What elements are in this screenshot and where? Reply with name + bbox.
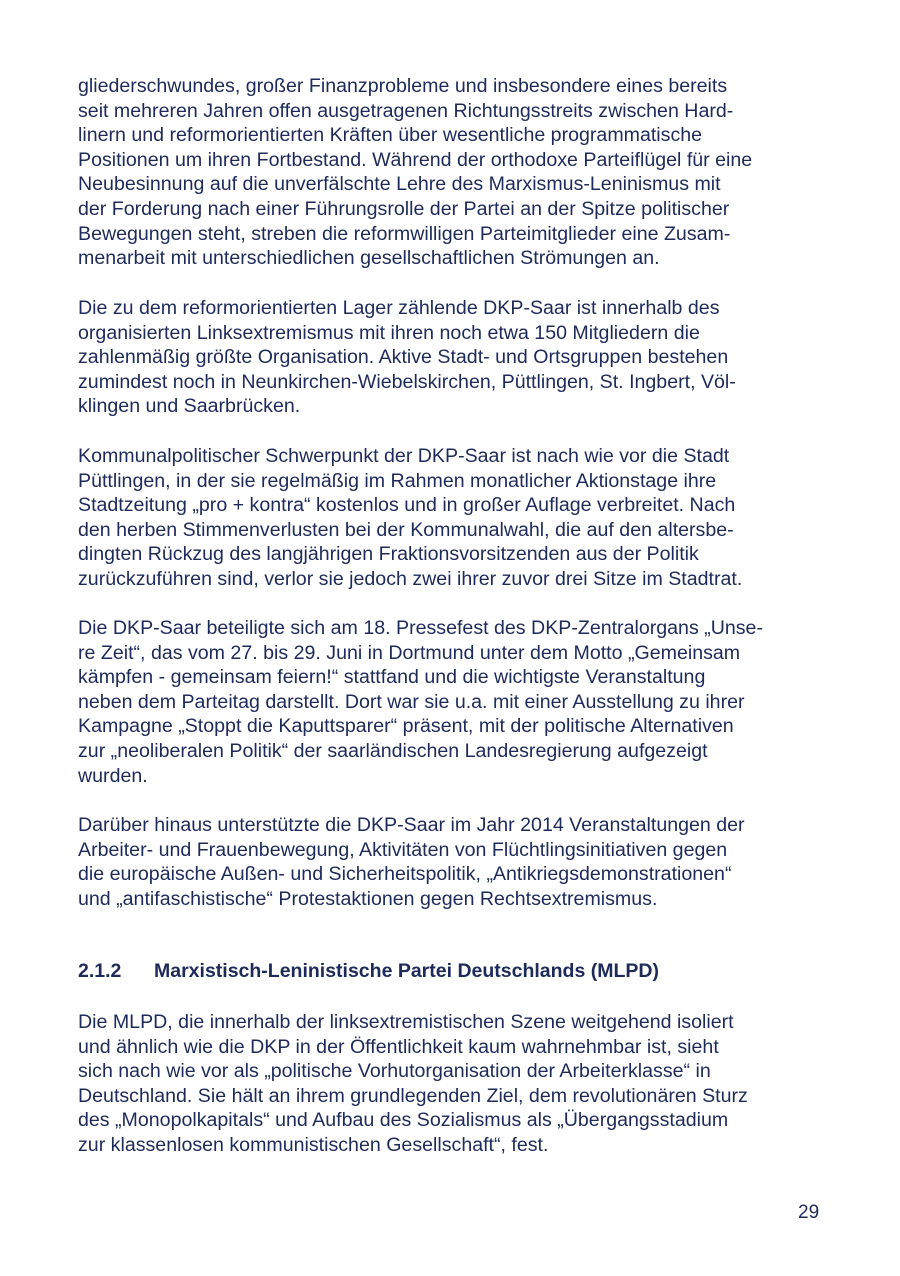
text-line: und ähnlich wie die DKP in der Öffentlichkeit kaum wahrnehmbar ist, sieht bbox=[78, 1035, 719, 1058]
page-number: 29 bbox=[798, 1202, 820, 1223]
paragraph-2 bbox=[78, 296, 838, 419]
text-line: organisierten Linksextremismus mit ihren noch etwa 150 Mitgliedern die bbox=[78, 321, 700, 344]
text-line: sich nach wie vor als „politische Vorhutorganisation der Arbeiterklasse“ in bbox=[78, 1060, 711, 1083]
text-line: seit mehreren Jahren offen ausgetragenen Richtungsstreits zwischen Hard- bbox=[78, 99, 734, 122]
text-line: gliederschwundes, großer Finanzprobleme und insbesondere eines bereits bbox=[78, 75, 728, 97]
text-line: neben dem Parteitag darstellt. Dort war sie u.a. mit einer Ausstellung zu ihrer bbox=[78, 690, 745, 713]
text-line: den herben Stimmenverlusten bei der Kommunalwahl, die auf den altersbe- bbox=[78, 518, 734, 541]
text-line: zumindest noch in Neunkirchen-Wiebelskirchen, Püttlingen, St. Ingbert, Völ- bbox=[78, 370, 736, 393]
text-line: Püttlingen, in der sie regelmäßig im Rahmen monatlicher Aktionstage ihre bbox=[78, 469, 717, 492]
text-line: Deutschland. Sie hält an ihrem grundlegenden Ziel, dem revolutionären Sturz bbox=[78, 1084, 748, 1107]
section-title: Marxistisch-Leninistische Partei Deutschlands (MLPD) bbox=[154, 960, 659, 982]
text-line: Arbeiter- und Frauenbewegung, Aktivitäten von Flüchtlingsinitiativen gegen bbox=[78, 838, 728, 861]
text-line: Neubesinnung auf die unverfälschte Lehre des Marxismus-Leninismus mit bbox=[78, 173, 721, 196]
text-line: linern und reformorientierten Kräften über wesentliche programmatische bbox=[78, 124, 703, 147]
text-line: zurückzuführen sind, verlor sie jedoch zwei ihrer zuvor drei Sitze im Stadtrat. bbox=[78, 567, 743, 590]
text-line: re Zeit“, das vom 27. bis 29. Juni in Dortmund unter dem Motto „Gemeinsam bbox=[78, 641, 741, 664]
text-line: dingten Rückzug des langjährigen Fraktionsvorsitzenden aus der Politik bbox=[78, 543, 699, 566]
paragraph-4 bbox=[78, 616, 838, 788]
text-line: Die DKP-Saar beteiligte sich am 18. Pressefest des DKP-Zentralorgans „Unse- bbox=[78, 617, 763, 639]
text-line: die europäische Außen- und Sicherheitspolitik, „Antikriegsdemonstrationen“ bbox=[78, 863, 732, 886]
section-number: 2.1.2 bbox=[78, 960, 122, 982]
text-line: zahlenmäßig größte Organisation. Aktive Stadt- und Ortsgruppen bestehen bbox=[78, 346, 729, 369]
text-line: kämpfen - gemeinsam feiern!“ stattfand und die wichtigste Veranstaltung bbox=[78, 666, 706, 689]
text-line: Kommunalpolitischer Schwerpunkt der DKP-Saar ist nach wie vor die Stadt bbox=[78, 445, 730, 467]
paragraph-5 bbox=[78, 813, 838, 911]
text-line: wurden. bbox=[78, 764, 148, 787]
text-line: zur „neoliberalen Politik“ der saarländischen Landesregierung aufgezeigt bbox=[78, 739, 708, 762]
section-heading bbox=[78, 958, 838, 984]
text-line: Bewegungen steht, streben die reformwilligen Parteimitglieder eine Zusam- bbox=[78, 222, 731, 245]
paragraph-3 bbox=[78, 444, 838, 592]
text-line: und „antifaschistische“ Protestaktionen gegen Rechtsextremismus. bbox=[78, 887, 658, 910]
text-line: klingen und Saarbrücken. bbox=[78, 395, 301, 418]
text-line: Die MLPD, die innerhalb der linksextremistischen Szene weitgehend isoliert bbox=[78, 1011, 734, 1033]
paragraph-1 bbox=[78, 74, 838, 271]
paragraph-6 bbox=[78, 1010, 838, 1158]
text-line: Stadtzeitung „pro + kontra“ kostenlos und in großer Auflage verbreitet. Nach bbox=[78, 494, 736, 517]
text-line: Positionen um ihren Fortbestand. Während der orthodoxe Parteiflügel für eine bbox=[78, 148, 753, 171]
text-line: Darüber hinaus unterstützte die DKP-Saar im Jahr 2014 Veranstaltungen der bbox=[78, 814, 745, 836]
text-line: der Forderung nach einer Führungsrolle der Partei an der Spitze politischer bbox=[78, 197, 730, 220]
text-line: des „Monopolkapitals“ und Aufbau des Sozialismus als „Übergangsstadium bbox=[78, 1109, 729, 1132]
text-line: Kampagne „Stoppt die Kaputtsparer“ präsent, mit der politische Alternativen bbox=[78, 715, 734, 738]
text-line: Die zu dem reformorientierten Lager zählende DKP-Saar ist innerhalb des bbox=[78, 297, 720, 319]
text-line: zur klassenlosen kommunistischen Gesellschaft“, fest. bbox=[78, 1133, 549, 1156]
text-line: menarbeit mit unterschiedlichen gesellschaftlichen Strömungen an. bbox=[78, 247, 660, 270]
